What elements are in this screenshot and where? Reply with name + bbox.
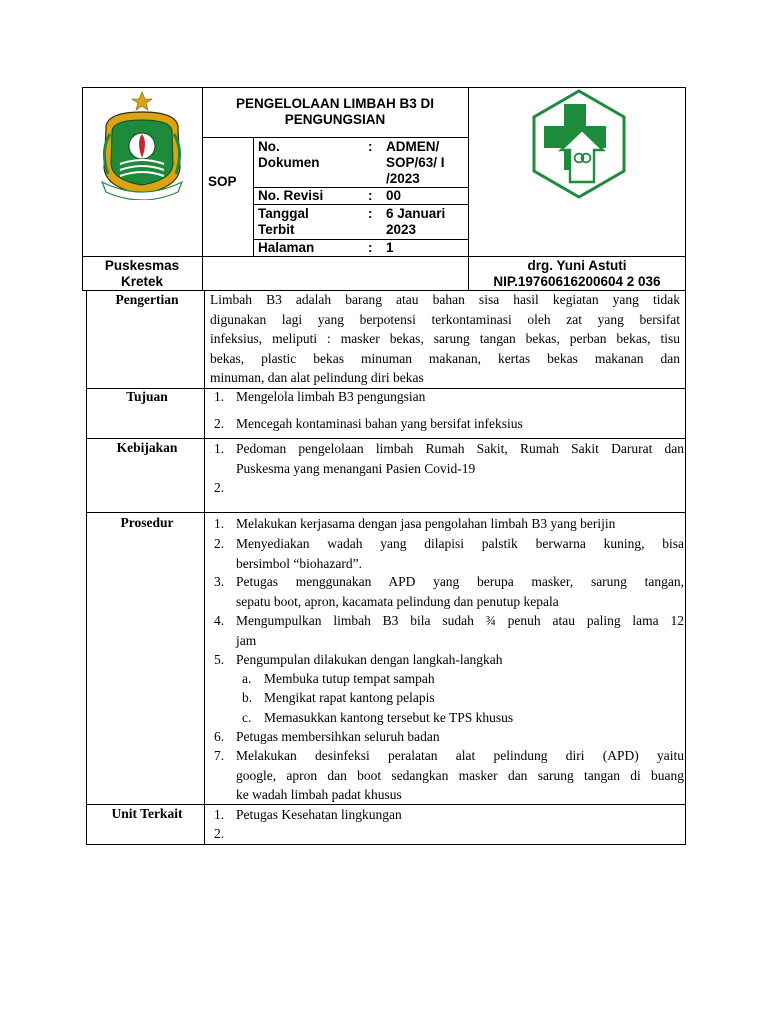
doc-number-sep: : bbox=[368, 139, 373, 154]
sop-label: SOP bbox=[208, 174, 237, 189]
section-label-prosedur: Prosedur bbox=[120, 515, 174, 530]
page-title: PENGELOLAAN LIMBAH B3 DI PENGUNGSIAN bbox=[235, 96, 434, 127]
issue-date-sep: : bbox=[368, 206, 373, 221]
page-sep: : bbox=[368, 240, 373, 255]
section-label-unit-terkait: Unit Terkait bbox=[111, 806, 183, 821]
doc-number-value: ADMEN/ SOP/63/ I /2023 bbox=[386, 139, 445, 186]
revision-sep: : bbox=[368, 188, 373, 203]
section-label-kebijakan: Kebijakan bbox=[116, 440, 178, 455]
puskesmas-logo-icon bbox=[530, 88, 628, 200]
page-label: Halaman bbox=[258, 240, 315, 255]
page-value: 1 bbox=[386, 240, 394, 255]
pengertian-text bbox=[210, 290, 680, 388]
pengertian-line: bekas, plastic bekas minuman makanan, kertas bekas makanan dan bbox=[210, 350, 680, 366]
section-label-pengertian: Pengertian bbox=[115, 292, 179, 307]
revision-value: 00 bbox=[386, 188, 402, 203]
pengertian-line: Limbah B3 adalah barang atau bahan sisa hasil kegiatan yang tidak bbox=[210, 292, 680, 307]
pengertian-line: infeksius, meliputi : masker bekas, sarung tangan bekas, perban bekas, tisu bbox=[210, 331, 680, 346]
pengertian-line: minuman, dan alat pelindung diri bekas bbox=[210, 370, 424, 385]
issue-date-label: Tanggal Terbit bbox=[258, 206, 309, 237]
section-label-tujuan: Tujuan bbox=[126, 389, 168, 404]
pengertian-line: digunakan lagi yang berpotensi terkontaminasi oleh zat yang bersifat bbox=[210, 311, 680, 327]
signer-nip: NIP.19760616200604 2 036 bbox=[493, 274, 661, 289]
revision-label: No. Revisi bbox=[258, 188, 324, 203]
signer-name: drg. Yuni Astuti bbox=[527, 258, 627, 273]
issue-date-value: 6 Januari 2023 bbox=[386, 206, 446, 237]
regency-emblem-icon bbox=[96, 90, 188, 200]
doc-number-label: No. Dokumen bbox=[258, 139, 320, 170]
org-name: Puskesmas Kretek bbox=[104, 258, 180, 289]
